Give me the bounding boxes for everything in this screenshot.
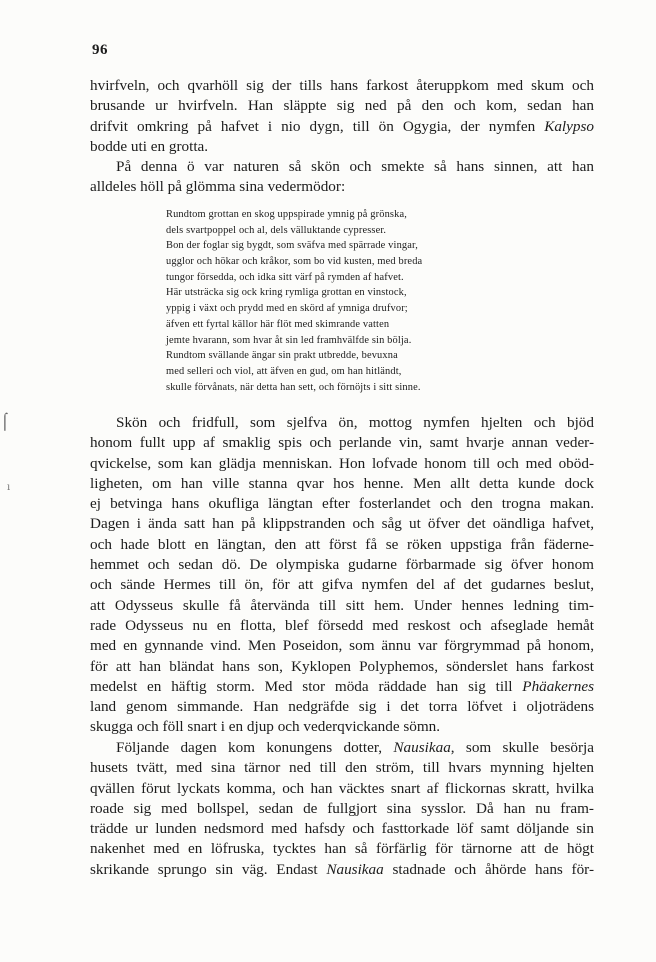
text-line: alldeles höll på glömma sina vedermödor:	[90, 178, 346, 196]
text-line: rade Odysseus nu en flotta, blef försedd med reskost och afseglade hemåt	[90, 616, 594, 634]
margin-tick-mark: ı	[7, 482, 11, 493]
paragraph-4	[90, 738, 594, 880]
margin-bracket-mark: ⌠	[0, 413, 10, 430]
text-line: för att han bländat hans son, Kyklopen Polyphemos, sönderslet hans farkost	[90, 657, 594, 675]
text-line: husets tvätt, med sina tärnor ned till den ström, till hvars mynning hjelten	[90, 759, 594, 777]
text-line: och sände Hermes till ön, för att gifva nymfen del af det gudarnes beslut,	[90, 576, 594, 594]
verse-quotation	[166, 207, 516, 395]
verse-line: med selleri och viol, att äfven en gud, om han hitländt,	[166, 365, 402, 377]
text-line: och hade blott en längtan, den att först få se röken uppstiga från fäderne-	[90, 535, 594, 553]
text-line: skrikande sprungo sin väg. Endast Nausikaa stadnade och åhörde hans för-	[90, 860, 594, 878]
text-line: trädde ur lunden nedsmord med hafsdy och fasttorkade löf samt döljande sin	[90, 820, 594, 838]
text-line: På denna ö var naturen så skön och smekte så hans sinnen, att han	[116, 158, 594, 175]
text-line: qvällen förut lyckats komma, och han väcktes snart af flickornas skratt, hvilka	[90, 779, 594, 797]
text-line: medelst en häftig storm. Med stor möda räddade han sig till Phäakernes	[90, 677, 594, 695]
verse-line: äfven ett fyrtal källor här flöt med skimrande vatten	[166, 318, 390, 330]
verse-line: Rundtom svällande ängar sin prakt utbredde, bevuxna	[166, 350, 398, 362]
verse-line: jemte hvarann, som hvar åt sin led framhvälfde sin bölja.	[166, 334, 412, 346]
text-line: qvickelse, som kan glädja menniskan. Hon lofvade honom till och med oböd-	[90, 454, 594, 472]
text-line: bodde uti en grotta.	[90, 137, 209, 155]
text-line: Följande dagen kom konungens dotter, Nausikaa, som skulle besörja	[116, 739, 594, 756]
verse-line: Här utsträcka sig ock kring rymliga grottan en vinstock,	[166, 287, 407, 299]
text-line: drifvit omkring på hafvet i nio dygn, till ön Ogygia, der nymfen Kalypso	[90, 117, 594, 135]
text-line: skugga och föll snart i en djup och vederqvickande sömn.	[90, 718, 441, 736]
paragraph-3	[90, 413, 594, 738]
page-number: 96	[92, 42, 108, 58]
paragraph-1	[90, 76, 594, 157]
text-line: Skön och fridfull, som sjelfva ön, mottog nymfen hjelten och bjöd	[116, 414, 594, 431]
italic-name: Nausikaa	[326, 860, 384, 878]
italic-name: Kalypso	[544, 117, 594, 135]
verse-line: Bon der foglar sig bygdt, som sväfva med spärrade vingar,	[166, 240, 418, 252]
verse-line: ugglor och hökar och kråkor, som bo vid kusten, med breda	[166, 256, 423, 268]
text-line: med en gynnande vind. Men Poseidon, som ännu var förgrymmad på honom,	[90, 637, 594, 655]
text-line: hvirfveln, och qvarhöll sig der tills hans farkost återuppkom med skum och	[90, 77, 594, 94]
italic-name: Phäakernes	[522, 677, 594, 695]
verse-line: Rundtom grottan en skog uppspirade ymnig på grönska,	[166, 209, 407, 220]
verse-line: tungor försedda, och idka sitt värf på rymden af hafvet.	[166, 271, 404, 283]
verse-line: skulle förvånats, när detta han sett, och förnöjts i sitt sinne.	[166, 381, 421, 393]
text-line: att Odysseus skulle få återvända till sitt hem. Under hennes ledning tim-	[90, 596, 594, 614]
text-line: ligheten, om han ville stanna qvar hos henne. Men allt detta kunde dock	[90, 474, 594, 492]
text-line: nakenhet med en löfruska, tycktes han så förfärlig för tärnorne att de högt	[90, 840, 594, 858]
text-line: honom fullt upp af smaklig spis och perlande vin, samt hvarje annan veder-	[90, 434, 594, 452]
text-line: brusande ur hvirfveln. Han släppte sig ned på den och kom, sedan han	[90, 97, 594, 115]
text-line: hemmet och sedan dö. De olympiska gudarne förbarmade sig öfver honom	[90, 556, 594, 574]
text-line: roade sig med bollspel, sedan de fullgjort sina sysslor. Då han nu fram-	[90, 799, 594, 817]
text-line: ej betvinga hans okufliga längtan efter fosterlandet och den trogna makan.	[90, 495, 594, 513]
verse-line: yppig i växt och prydd med en skörd af ymniga drufvor;	[166, 303, 408, 315]
text-line: Dagen i ända satt han på klippstranden och såg ut öfver det oändliga hafvet,	[90, 515, 594, 533]
text-line: land genom simmande. Han nedgräfde sig i det torra löfvet i oljoträdens	[90, 698, 594, 716]
verse-line: dels svartpoppel och al, dels välluktande cypresser.	[166, 224, 387, 236]
italic-name: Nausikaa	[393, 739, 451, 756]
paragraph-2	[90, 157, 594, 198]
